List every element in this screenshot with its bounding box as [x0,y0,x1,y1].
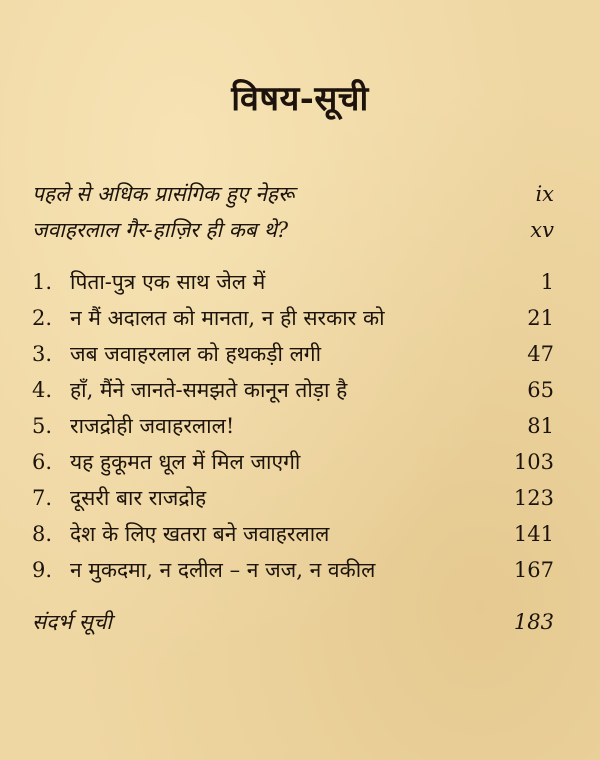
table-of-contents [32,176,554,640]
toc-entry-chapter-9 [32,552,554,588]
spacer [32,588,554,604]
toc-entry-label: राजद्रोही जवाहरलाल! [70,414,235,438]
toc-entry-chapter-7 [32,480,554,516]
toc-entry-chapter-5 [32,408,554,444]
toc-entry-chapter-1 [32,264,554,300]
toc-entry-label: जब जवाहरलाल को हथकड़ी लगी [70,342,322,366]
toc-entry-page: 167 [513,558,554,582]
toc-entry-page: 21 [527,306,554,330]
chapter-number: 7. [32,486,53,510]
toc-entry-label: न मुकदमा, न दलील – न जज, न वकील [70,558,376,582]
toc-entry-chapter-6 [32,444,554,480]
toc-entry-label: यह हुकूमत धूल में मिल जाएगी [70,450,301,474]
chapter-number: 3. [32,342,53,366]
toc-entry-page: xv [530,218,554,242]
toc-entry-label: दूसरी बार राजद्रोह [70,486,207,510]
toc-entry-page: 47 [527,342,554,366]
toc-entry-references [32,604,554,640]
toc-entry-page: 123 [513,486,554,510]
page-title: विषय-सूची [231,79,369,119]
chapter-number: 4. [32,378,53,402]
toc-entry-chapter-8 [32,516,554,552]
spacer [32,248,554,264]
toc-entry-page: 183 [513,610,554,634]
chapter-number: 1. [32,270,53,294]
toc-entry-page: 103 [513,450,554,474]
toc-entry-chapter-3 [32,336,554,372]
toc-entry-page: 65 [527,378,554,402]
chapter-number: 8. [32,522,53,546]
toc-entry-label: देश के लिए खतरा बने जवाहरलाल [70,522,330,546]
toc-entry-chapter-2 [32,300,554,336]
chapter-number: 2. [32,306,53,330]
toc-entry-page: ix [535,182,554,206]
toc-entry-preface-2 [32,212,554,248]
toc-entry-label: हाँ, मैंने जानते-समझते कानून तोड़ा है [70,378,348,402]
toc-entry-label: संदर्भ सूची [32,610,112,634]
toc-entry-label: पहले से अधिक प्रासंगिक हुए नेहरू [32,182,295,206]
toc-entry-label: पिता-पुत्र एक साथ जेल में [70,270,266,294]
chapter-number: 6. [32,450,53,474]
toc-entry-preface-1 [32,176,554,212]
chapter-number: 5. [32,414,53,438]
toc-entry-page: 141 [513,522,554,546]
chapter-number: 9. [32,558,53,582]
toc-entry-page: 1 [540,270,554,294]
toc-entry-chapter-4 [32,372,554,408]
toc-entry-label: न मैं अदालत को मानता, न ही सरकार को [70,306,385,330]
toc-entry-page: 81 [527,414,554,438]
toc-entry-label: जवाहरलाल गैर-हाज़िर ही कब थे? [32,218,289,242]
